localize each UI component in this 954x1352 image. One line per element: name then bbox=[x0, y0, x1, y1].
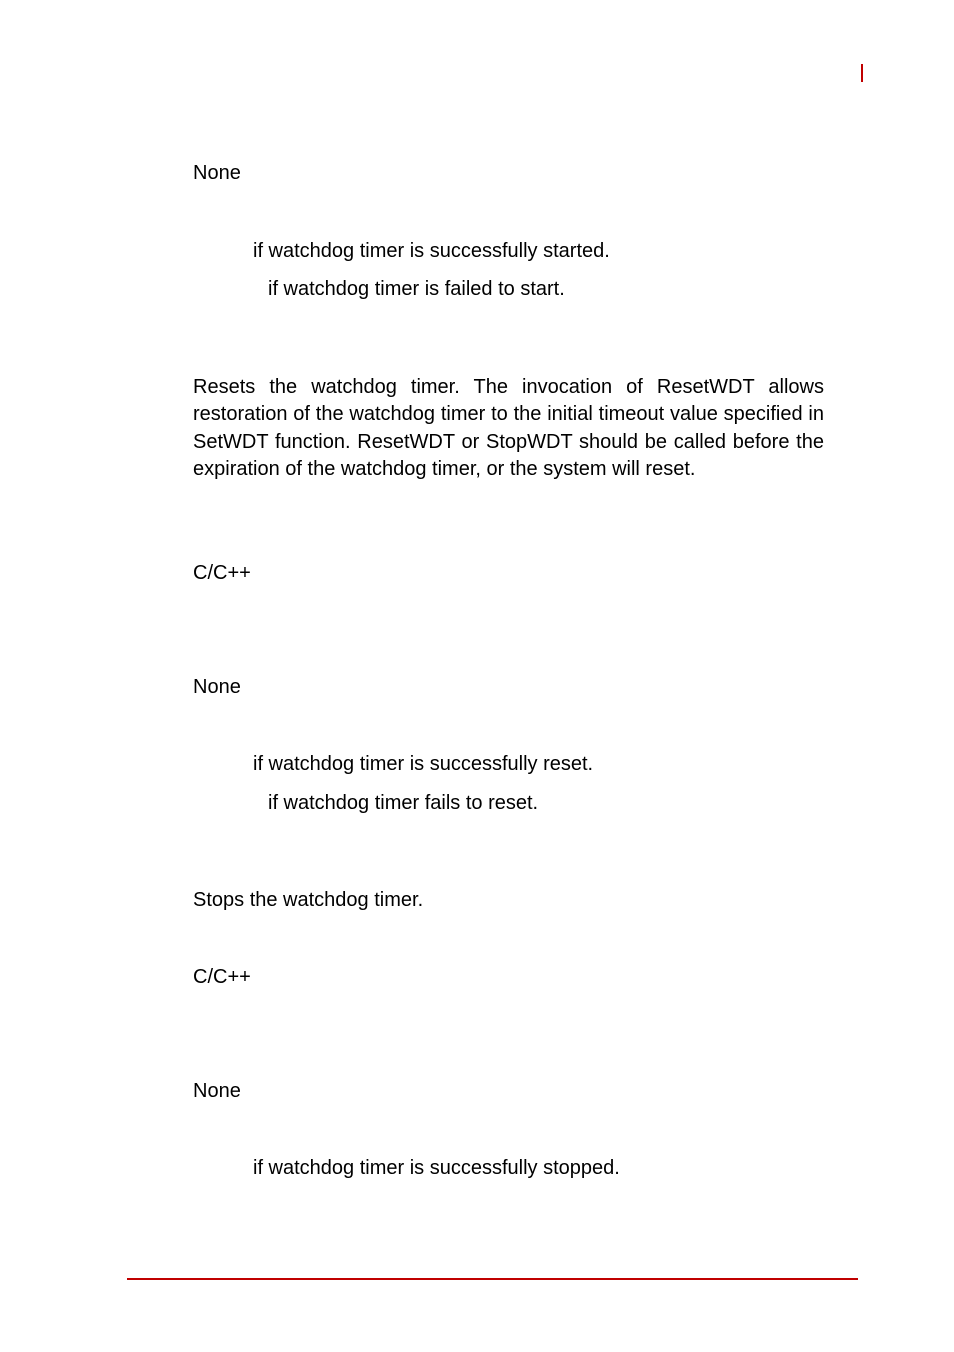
stopwdt-language: C/C++ bbox=[193, 966, 251, 988]
resetwdt-parameters-value: None bbox=[193, 676, 241, 698]
header-marker bbox=[861, 64, 863, 82]
stopwdt-parameters-value: None bbox=[193, 1080, 241, 1102]
setwdt-parameters-value: None bbox=[193, 162, 241, 184]
footer-rule bbox=[127, 1278, 858, 1280]
resetwdt-return-failure: if watchdog timer fails to reset. bbox=[268, 792, 539, 814]
stopwdt-return-success: if watchdog timer is successfully stopped. bbox=[253, 1157, 620, 1179]
resetwdt-return-success: if watchdog timer is successfully reset. bbox=[253, 753, 594, 775]
setwdt-return-success: if watchdog timer is successfully started. bbox=[253, 240, 610, 262]
resetwdt-language: C/C++ bbox=[193, 562, 251, 584]
setwdt-return-failure: if watchdog timer is failed to start. bbox=[268, 278, 565, 300]
resetwdt-description: Resets the watchdog timer. The invocation of ResetWDT allows restoration of the watchdog timer to the initial timeout value specified in SetWDT function. ResetWDT or StopWDT should be called before the expiration of the watchdog timer, or the system will reset. bbox=[193, 376, 824, 480]
stopwdt-description: Stops the watchdog timer. bbox=[193, 889, 424, 911]
